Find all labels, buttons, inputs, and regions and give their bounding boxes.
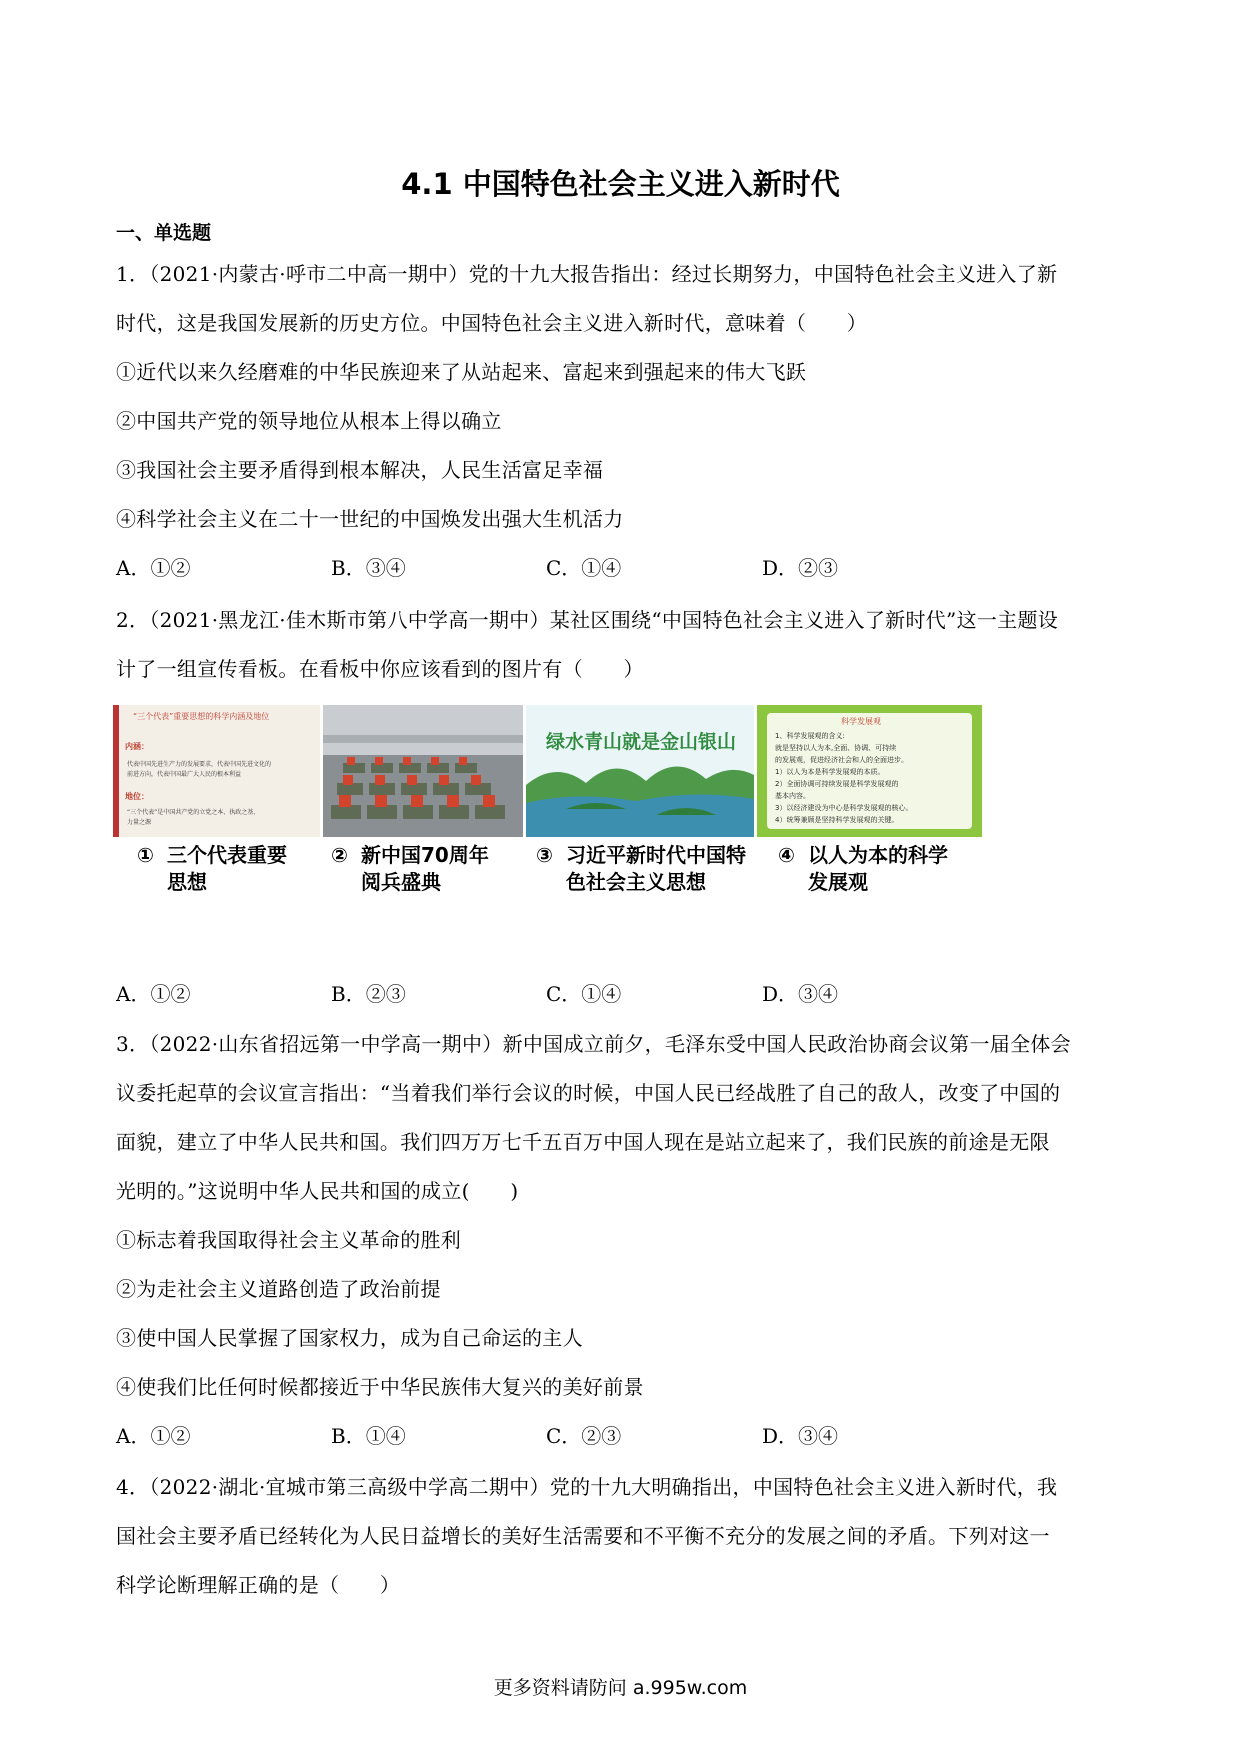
q2-option-c[interactable]: C．①④ bbox=[546, 982, 622, 1006]
q4-line: 4．（2022·湖北·宜城市第三高级中学高二期中）党的十九大明确指出，中国特色社会主义进入新时代，我 bbox=[116, 1475, 1058, 1499]
caption-text: 阅兵盛典 bbox=[361, 870, 441, 894]
pic1-text: 力量之源 bbox=[127, 819, 152, 826]
pic3-slogan: 绿水青山就是金山银山 bbox=[546, 731, 737, 753]
q1-choice-3: ③我国社会主要矛盾得到根本解决，人民生活富足幸福 bbox=[116, 458, 604, 482]
caption-2 bbox=[331, 842, 489, 896]
q3-line: 面貌，建立了中华人民共和国。我们四万万七千五百万中国人现在是站立起来了，我们民族的前途是无限 bbox=[116, 1130, 1050, 1154]
caption-text: 新中国70周年 bbox=[361, 843, 489, 867]
pic4-line: 4）统筹兼顾是坚持科学发展观的关键。 bbox=[775, 816, 899, 824]
caption-number: ② bbox=[331, 843, 348, 867]
q2-line: 计了一组宣传看板。在看板中你应该看到的图片有（ ） bbox=[116, 657, 644, 681]
q2-option-d[interactable]: D．③④ bbox=[762, 982, 839, 1006]
pic4-line: 1）以人为本是科学发展观的本质。 bbox=[775, 768, 885, 776]
q3-option-d[interactable]: D．③④ bbox=[762, 1424, 839, 1448]
caption-1 bbox=[137, 842, 287, 896]
q2-line: 2．（2021·黑龙江·佳木斯市第八中学高一期中）某社区围绕“中国特色社会主义进入了新时代”这一主题设 bbox=[116, 608, 1059, 632]
footer-link[interactable]: 更多资料请防问 a.995w.com bbox=[493, 1677, 748, 1699]
caption-text: 发展观 bbox=[808, 870, 868, 894]
pic4-line: 3）以经济建设为中心是科学发展观的核心。 bbox=[775, 804, 913, 812]
caption-text: 色社会主义思想 bbox=[566, 870, 706, 894]
pic4-line: 的发展观，促进经济社会和人的全面进步。 bbox=[775, 756, 908, 764]
caption-4 bbox=[778, 842, 948, 896]
q3-line: 3．（2022·山东省招远第一中学高一期中）新中国成立前夕，毛泽东受中国人民政治协商会议第一届全体会 bbox=[116, 1032, 1071, 1056]
caption-number: ① bbox=[137, 843, 154, 867]
q1-choice-2: ②中国共产党的领导地位从根本上得以确立 bbox=[116, 409, 502, 433]
q3-line: 议委托起草的会议宣言指出：“当着我们举行会议的时候，中国人民已经战胜了自己的敌人，改变了中国的 bbox=[116, 1081, 1061, 1105]
pic1-heading: “三个代表”重要思想的科学内涵及地位 bbox=[133, 712, 270, 721]
pic4-line: 基本内容。 bbox=[775, 792, 810, 800]
q1-line: 1．（2021·内蒙古·呼市二中高一期中）党的十九大报告指出：经过长期努力，中国特色社会主义进入了新 bbox=[116, 262, 1058, 286]
pic4-line: 2）全面协调可持续发展是科学发展观的 bbox=[775, 780, 899, 788]
caption-text: 思想 bbox=[167, 870, 207, 894]
pic1-label: 内涵： bbox=[125, 742, 149, 751]
caption-text: 三个代表重要 bbox=[167, 843, 287, 867]
scientific-outlook-image bbox=[757, 705, 982, 837]
q1-choice-4: ④科学社会主义在二十一世纪的中国焕发出强大生机活力 bbox=[116, 507, 624, 531]
caption-number: ④ bbox=[778, 843, 795, 867]
page-title: 4.1 中国特色社会主义进入新时代 bbox=[401, 167, 840, 201]
pic1-text: “三个代表”是中国共产党的立党之本、执政之基、 bbox=[127, 809, 260, 816]
q1-option-b[interactable]: B．③④ bbox=[331, 556, 406, 580]
military-parade-image bbox=[323, 705, 523, 837]
q3-choice-4: ④使我们比任何时候都接近于中华民族伟大复兴的美好前景 bbox=[116, 1375, 644, 1399]
q1-line: 时代，这是我国发展新的历史方位。中国特色社会主义进入新时代，意味着（ ） bbox=[116, 311, 868, 335]
q4-line: 科学论断理解正确的是（ ） bbox=[116, 1573, 401, 1597]
caption-number: ③ bbox=[536, 843, 553, 867]
q3-option-b[interactable]: B．①④ bbox=[331, 1424, 406, 1448]
pic4-heading: 科学发展观 bbox=[841, 717, 881, 726]
caption-text: 习近平新时代中国特 bbox=[566, 843, 746, 867]
pic1-label: 地位： bbox=[125, 792, 149, 801]
three-represents-image bbox=[113, 705, 320, 837]
q2-option-b[interactable]: B．②③ bbox=[331, 982, 406, 1006]
pic4-line: 1、科学发展观的含义: bbox=[775, 732, 845, 740]
pic1-text: 代表中国先进生产力的发展要求，代表中国先进文化的 bbox=[127, 761, 272, 768]
q3-choice-1: ①标志着我国取得社会主义革命的胜利 bbox=[116, 1228, 462, 1252]
q3-choice-3: ③使中国人民掌握了国家权力，成为自己命运的主人 bbox=[116, 1326, 583, 1350]
green-mountains-image bbox=[526, 705, 754, 837]
pic1-text: 前进方向，代表中国最广大人民的根本利益 bbox=[127, 771, 242, 778]
pic4-line: 就是坚持以人为本,全面、协调、可持续 bbox=[775, 744, 897, 752]
q3-choice-2: ②为走社会主义道路创造了政治前提 bbox=[116, 1277, 441, 1301]
q1-option-c[interactable]: C．①④ bbox=[546, 556, 622, 580]
q4-line: 国社会主要矛盾已经转化为人民日益增长的美好生活需要和不平衡不充分的发展之间的矛盾。下列对这一 bbox=[116, 1524, 1050, 1548]
q2-option-a[interactable]: A．①② bbox=[116, 982, 191, 1006]
q1-option-d[interactable]: D．②③ bbox=[762, 556, 839, 580]
q3-option-a[interactable]: A．①② bbox=[116, 1424, 191, 1448]
q3-line: 光明的。”这说明中华人民共和国的成立( ) bbox=[116, 1179, 519, 1203]
q1-choice-1: ①近代以来久经磨难的中华民族迎来了从站起来、富起来到强起来的伟大飞跃 bbox=[116, 360, 807, 384]
section-heading: 一、单选题 bbox=[116, 222, 212, 244]
caption-3 bbox=[536, 842, 746, 896]
q1-option-a[interactable]: A．①② bbox=[116, 556, 191, 580]
caption-text: 以人为本的科学 bbox=[808, 843, 948, 867]
q3-option-c[interactable]: C．②③ bbox=[546, 1424, 622, 1448]
